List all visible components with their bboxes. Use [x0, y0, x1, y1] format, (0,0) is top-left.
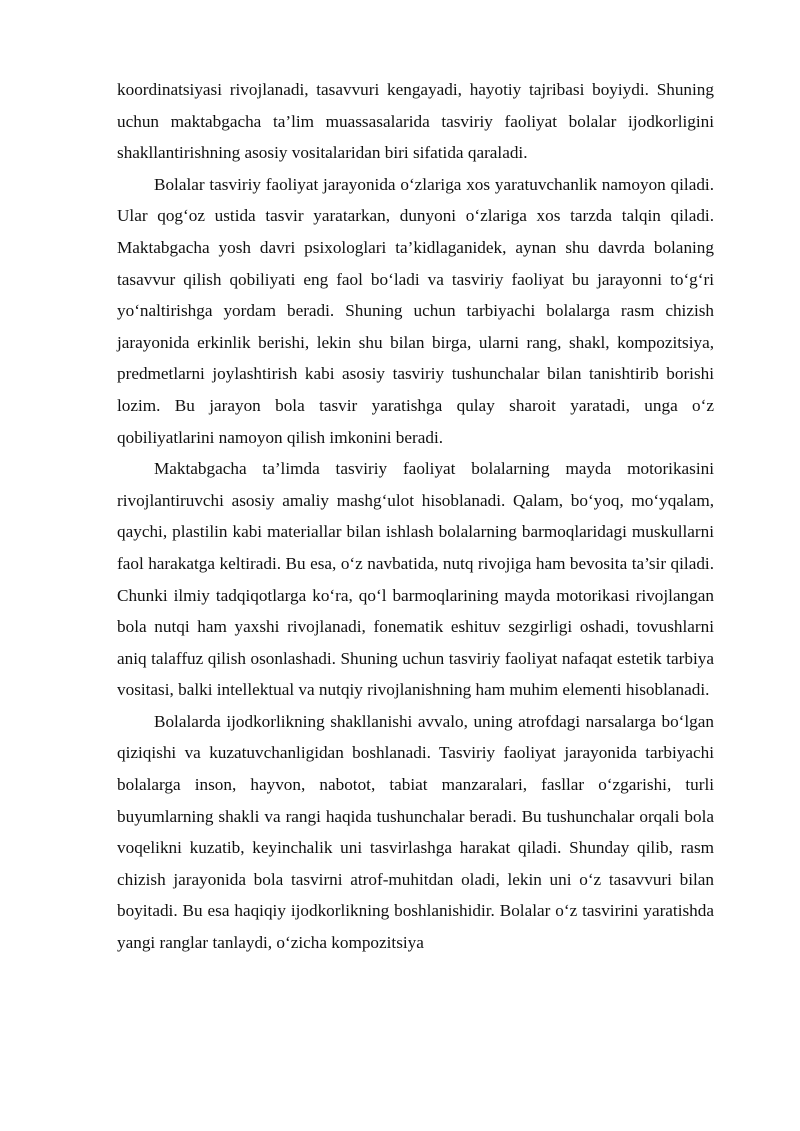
document-page	[117, 74, 714, 959]
paragraph-1: koordinatsiyasi rivojlanadi, tasavvuri kengayadi, hayotiy tajribasi boyiydi. Shuning uchun maktabgacha ta’lim muassasalarida tasviriy faoliyat bolalar ijodkorligini shakllantirishning asosiy vositalaridan biri sifatida qaraladi.	[117, 80, 714, 163]
paragraph-2: Bolalar tasviriy faoliyat jarayonida o‘zlariga xos yaratuvchanlik namoyon qiladi. Ular qog‘oz ustida tasvir yaratarkan, dunyoni o‘zlariga xos tarzda talqin qiladi. Maktabgacha yosh davri psixologlari ta’kidlaganidek, aynan shu davrda bolaning tasavvur qilish qobiliyati eng faol bo‘ladi va tasviriy faoliyat bu jarayonni to‘g‘ri yo‘naltirishga yordam beradi. Shuning uchun tarbiyachi bolalarga rasm chizish jarayonida erkinlik berishi, lekin shu bilan birga, ularni rang, shakl, kompozitsiya, predmetlarni joylashtirish kabi asosiy tasviriy tushunchalar bilan tanishtirib borishi lozim. Bu jarayon bola tasvir yaratishga qulay sharoit yaratadi, unga o‘z qobiliyatlarini namoyon qilish imkonini beradi.	[117, 174, 714, 447]
paragraph-3: Maktabgacha ta’limda tasviriy faoliyat bolalarning mayda motorikasini rivojlantiruvchi asosiy amaliy mashg‘ulot hisoblanadi. Qalam, bo‘yoq, mo‘yqalam, qaychi, plastilin kabi materiallar bilan ishlash bolalarning barmoqlaridagi muskullarni faol harakatga keltiradi. Bu esa, o‘z navbatida, nutq rivojiga ham bevosita ta’sir qiladi. Chunki ilmiy tadqiqotlarga ko‘ra, qo‘l barmoqlarining mayda motorikasi rivojlangan bola nutqi ham yaxshi rivojlanadi, fonematik eshituv sezgirligi oshadi, tovushlarni aniq talaffuz qilish osonlashadi. Shuning uchun tasviriy faoliyat nafaqat estetik tarbiya vositasi, balki intellektual va nutqiy rivojlanishning ham muhim elementi hisoblanadi.	[117, 459, 714, 700]
paragraph-4: Bolalarda ijodkorlikning shakllanishi avvalo, uning atrofdagi narsalarga bo‘lgan qiziqishi va kuzatuvchanligidan boshlanadi. Tasviriy faoliyat jarayonida tarbiyachi bolalarga inson, hayvon, nabotot, tabiat manzaralari, fasllar o‘zgarishi, turli buyumlarning shakli va rangi haqida tushunchalar beradi. Bu tushunchalar orqali bola voqelikni kuzatib, keyinchalik uni tasvirlashga harakat qiladi. Shunday qilib, rasm chizish jarayonida bola tasvirni atrof-muhitdan oladi, lekin uni o‘z tasavvuri bilan boyitadi. Bu esa haqiqiy ijodkorlikning boshlanishidir. Bolalar o‘z tasvirini yaratishda yangi ranglar tanlaydi, o‘zicha kompozitsiya	[117, 711, 714, 953]
